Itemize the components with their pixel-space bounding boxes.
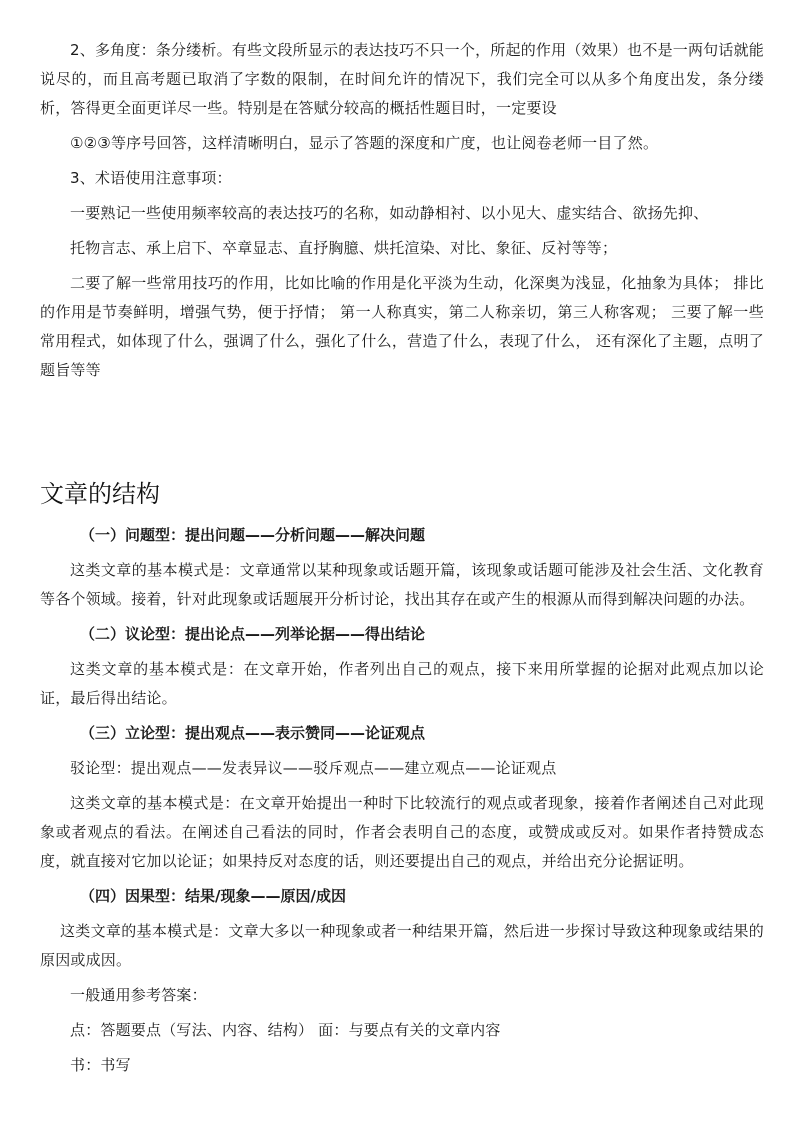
paragraph-terminology-heading: 3、术语使用注意事项： [70, 169, 232, 187]
section-title: 文章的结构 [40, 480, 160, 508]
general-answer-label: 一般通用参考答案： [70, 986, 207, 1004]
refutation-type-line: 驳论型：提出观点——发表异议——驳斥观点——建立观点——论证观点 [70, 759, 557, 777]
paragraph-numbered-answers: ①②③等序号回答，这样清晰明白，显示了答题的深度和广度，也让阅卷老师一目了然。 [70, 134, 659, 152]
heading-thesis-type: （三）立论型：提出观点——表示赞同——论证观点 [80, 724, 426, 742]
body-problem-type: 这类文章的基本模式是：文章通常以某种现象或话题开篇，该现象或话题可能涉及社会生活、文化教育等各个领域。接着，针对此现象或话题展开分析讨论，找出其存在或产生的根源从而得到解决问题的办法。 [40, 561, 764, 608]
heading-argument-type: （二）议论型：提出论点——列举论据——得出结论 [80, 625, 426, 643]
body-argument-type: 这类文章的基本模式是：在文章开始，作者列出自己的观点，接下来用所掌握的论据对此观点加以论证，最后得出结论。 [40, 660, 764, 707]
paragraph-multi-angle: 2、多角度：条分缕析。有些文段所显示的表达技巧不只一个，所起的作用（效果）也不是一两句话就能说尽的，而且高考题已取消了字数的限制，在时间允许的情况下，我们完全可以从多个角度出发，条分缕析，答得更全面更详尽一些。特别是在答赋分较高的概括性题目时，一定要设 [40, 41, 764, 117]
paragraph-technique-effects: 二要了解一些常用技巧的作用，比如比喻的作用是化平淡为生动，化深奥为浅显，化抽象为具体； 排比的作用是节奏鲜明，增强气势，便于抒情； 第一人称真实，第二人称亲切，第三人称客观； 三要了解一些常用程式，如体现了什么，强调了什么，强化了什么，营造了什么，表现了什么， 还有深化了主题，点明了题旨等等 [40, 274, 764, 379]
heading-cause-effect-type: （四）因果型：结果/现象——原因/成因 [80, 887, 346, 905]
document-page [40, 36, 764, 1086]
writing-line: 书：书写 [70, 1056, 131, 1074]
heading-problem-type: （一）问题型：提出问题——分析问题——解决问题 [80, 526, 426, 544]
paragraph-technique-names-cont: 托物言志、承上启下、卒章显志、直抒胸臆、烘托渲染、对比、象征、反衬等等； [70, 239, 618, 257]
section-spacer [40, 391, 764, 477]
point-surface-line: 点：答题要点（写法、内容、结构） 面：与要点有关的文章内容 [70, 1021, 501, 1039]
body-thesis-type: 这类文章的基本模式是：在文章开始提出一种时下比较流行的观点或者现象，接着作者阐述自己对此现象或者观点的看法。在阐述自己看法的同时，作者会表明自己的态度，或赞成或反对。如果作者持赞成态度，就直接对它加以论证；如果持反对态度的话，则还要提出自己的观点，并给出充分论据证明。 [40, 794, 764, 870]
body-cause-effect-type: 这类文章的基本模式是：文章大多以一种现象或者一种结果开篇，然后进一步探讨导致这种现象或结果的原因或成因。 [40, 922, 764, 969]
paragraph-technique-names: 一要熟记一些使用频率较高的表达技巧的名称，如动静相衬、以小见大、虚实结合、欲扬先抑、 [70, 204, 709, 222]
